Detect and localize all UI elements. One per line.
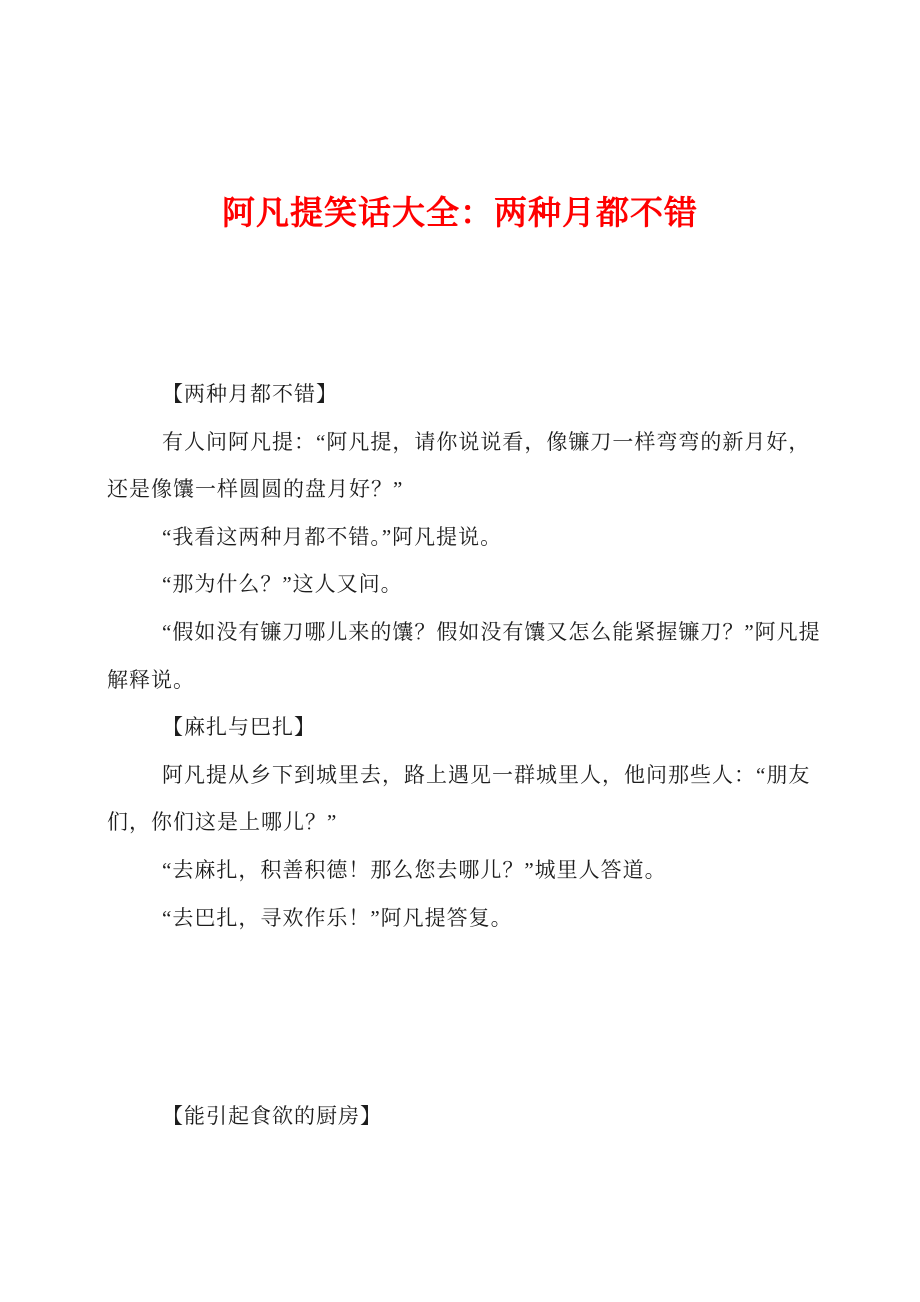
paragraph: “假如没有镰刀哪儿来的馕？假如没有馕又怎么能紧握镰刀？”阿凡提解释说。 [107,619,821,692]
paragraph-section-heading: 【麻扎与巴扎】 [162,715,316,740]
paragraph: “去巴扎，寻欢作乐！”阿凡提答复。 [162,905,513,930]
paragraph: “去麻扎，积善积德！那么您去哪儿？”城里人答道。 [162,857,667,882]
paragraph: 阿凡提从乡下到城里去，路上遇见一群城里人，他问那些人：“朋友们，你们这是上哪儿？” [107,762,811,835]
paragraph: “那为什么？”这人又问。 [162,572,403,597]
document-body [107,371,823,1141]
paragraph-section-heading: 【能引起食欲的厨房】 [162,1104,382,1129]
paragraph-section-heading: 【两种月都不错】 [162,382,338,406]
paragraph: 有人问阿凡提：“阿凡提，请你说说看，像镰刀一样弯弯的新月好，还是像馕一样圆圆的盘月好？” [107,429,811,502]
paragraph: “我看这两种月都不错。”阿凡提说。 [162,524,503,549]
page-title: 阿凡提笑话大全：两种月都不错 [222,196,698,232]
section-gap [107,942,823,1093]
